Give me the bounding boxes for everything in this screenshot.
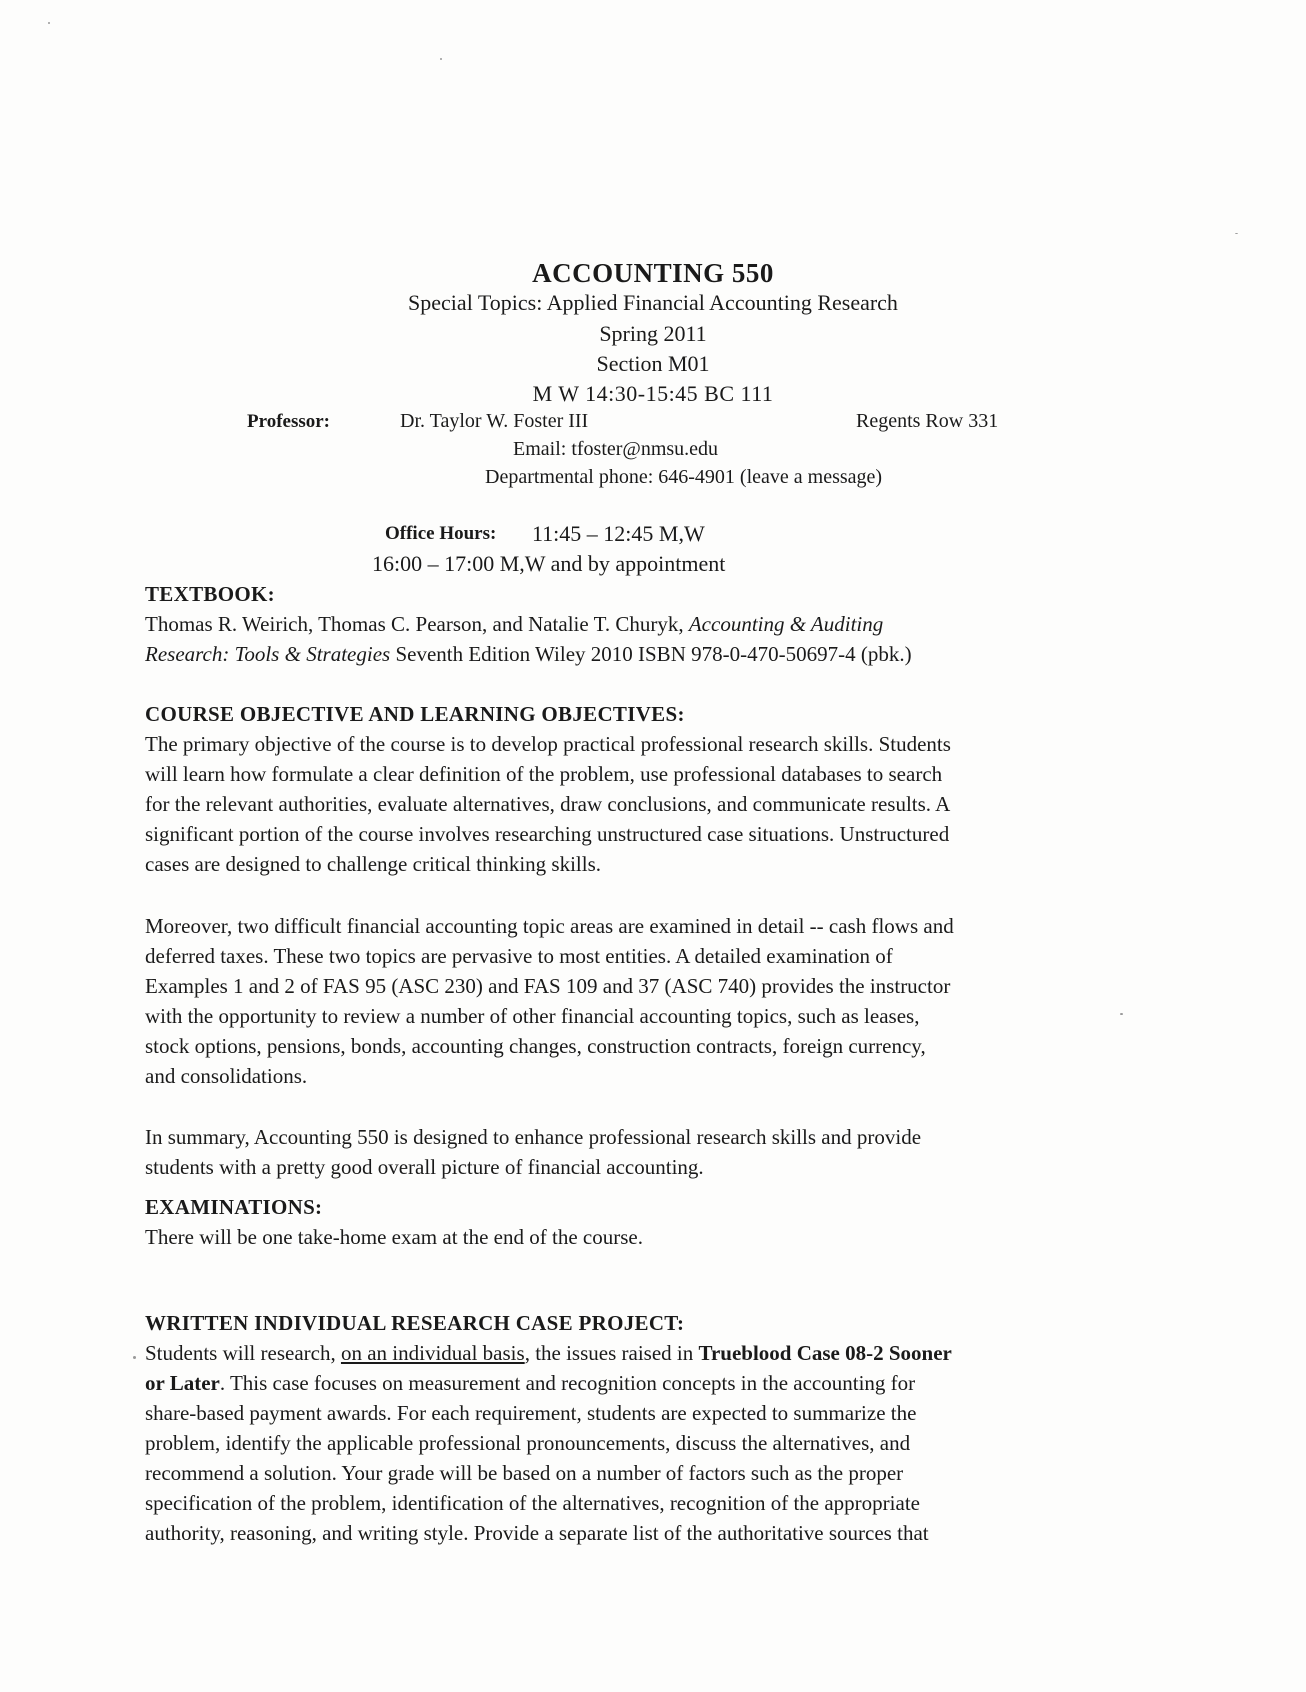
examinations-text — [145, 1222, 1125, 1252]
objectives-heading: COURSE OBJECTIVE AND LEARNING OBJECTIVES: — [145, 702, 685, 726]
paragraph-line: specification of the problem, identification of the alternatives, recognition of the appropriate — [145, 1491, 920, 1515]
scan-speck — [440, 58, 442, 60]
paragraph-line: share-based payment awards. For each requirement, students are expected to summarize the — [145, 1401, 917, 1425]
office-hours-label: Office Hours: — [385, 523, 497, 544]
textbook-authors: Thomas R. Weirich, Thomas C. Pearson, and Natalie T. Churyk, — [145, 612, 689, 636]
textbook-edition: Seventh Edition Wiley 2010 ISBN 978-0-470-50697-4 (pbk.) — [390, 642, 912, 666]
paragraph-line: will learn how formulate a clear definition of the problem, use professional databases to search — [145, 762, 943, 786]
textbook-line-2 — [145, 639, 1125, 669]
paragraph-line: authority, reasoning, and writing style. Provide a separate list of the authoritative sources that — [145, 1521, 929, 1545]
professor-phone: Departmental phone: 646-4901 (leave a message) — [485, 466, 883, 488]
case-title-part-1: Trueblood Case 08-2 Sooner — [698, 1341, 952, 1365]
paragraph-line: In summary, Accounting 550 is designed to enhance professional research skills and provide — [145, 1125, 922, 1149]
paragraph-line: students with a pretty good overall picture of financial accounting. — [145, 1155, 704, 1179]
textbook-citation — [145, 609, 1125, 669]
paragraph-line: deferred taxes. These two topics are pervasive to most entities. A detailed examination of — [145, 944, 893, 968]
paragraph-line: There will be one take-home exam at the end of the course. — [145, 1225, 643, 1249]
text-run: , the issues raised in — [524, 1341, 699, 1365]
project-heading: WRITTEN INDIVIDUAL RESEARCH CASE PROJECT: — [145, 1311, 685, 1335]
paragraph-line: recommend a solution. Your grade will be based on a number of factors such as the proper — [145, 1461, 904, 1485]
office-hours-line-1: 11:45 – 12:45 M,W — [532, 521, 705, 546]
paragraph-line: problem, identify the applicable professional pronouncements, discuss the alternatives, and — [145, 1431, 911, 1455]
professor-name: Dr. Taylor W. Foster III — [400, 410, 589, 432]
textbook-heading: TEXTBOOK: — [145, 582, 275, 606]
course-term: Spring 2011 — [599, 321, 707, 346]
paragraph-line: cases are designed to challenge critical thinking skills. — [145, 852, 602, 876]
course-section: Section M01 — [596, 351, 710, 376]
paragraph-line: for the relevant authorities, evaluate alternatives, draw conclusions, and communicate results. A — [145, 792, 951, 816]
scan-speck — [1120, 1013, 1123, 1015]
project-line-1 — [145, 1338, 1125, 1368]
textbook-title-part-1: Accounting & Auditing — [688, 612, 884, 636]
case-title-part-2: or Later — [145, 1371, 220, 1395]
office-hours-line-2: 16:00 – 17:00 M,W and by appointment — [372, 551, 726, 576]
course-schedule: M W 14:30-15:45 BC 111 — [532, 381, 774, 406]
professor-office: Regents Row 331 — [856, 410, 999, 432]
scan-speck — [48, 22, 50, 24]
text-run: . This case focuses on measurement and recognition concepts in the accounting for — [219, 1371, 916, 1395]
scan-speck — [1235, 233, 1238, 234]
objectives-paragraph-3 — [145, 1122, 1125, 1182]
course-title: ACCOUNTING 550 — [532, 258, 774, 288]
objectives-paragraph-2 — [145, 911, 1125, 1091]
examinations-heading: EXAMINATIONS: — [145, 1195, 323, 1219]
paragraph-line: with the opportunity to review a number of other financial accounting topics, such as leases, — [145, 1004, 920, 1028]
project-line-2 — [145, 1368, 1125, 1398]
textbook-line-1 — [145, 609, 1125, 639]
scan-speck — [133, 1356, 136, 1359]
paragraph-line: The primary objective of the course is to develop practical professional research skills. Students — [145, 732, 951, 756]
project-paragraph — [145, 1338, 1125, 1548]
objectives-paragraph-1 — [145, 729, 1125, 879]
professor-label: Professor: — [247, 411, 331, 432]
paragraph-line: significant portion of the course involves researching unstructured case situations. Unstructured — [145, 822, 950, 846]
paragraph-line: stock options, pensions, bonds, accounting changes, construction contracts, foreign currency, — [145, 1034, 926, 1058]
underlined-phrase: on an individual basis — [340, 1341, 525, 1365]
paragraph-line: Moreover, two difficult financial accounting topic areas are examined in detail -- cash flows and — [145, 914, 954, 938]
paragraph-line: and consolidations. — [145, 1064, 308, 1088]
paragraph-line: Examples 1 and 2 of FAS 95 (ASC 230) and FAS 109 and 37 (ASC 740) provides the instructor — [145, 974, 951, 998]
professor-email: Email: tfoster@nmsu.edu — [513, 438, 719, 460]
textbook-title-part-2: Research: Tools & Strategies — [145, 642, 391, 666]
text-run: Students will research, — [145, 1341, 341, 1365]
course-subtitle: Special Topics: Applied Financial Accounting Research — [408, 290, 898, 315]
